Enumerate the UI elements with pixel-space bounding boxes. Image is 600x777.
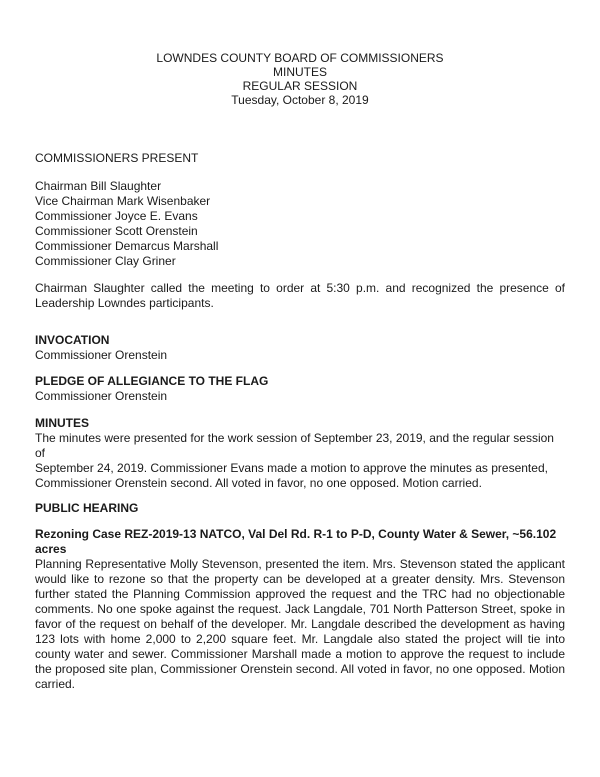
commissioner-item: Chairman Bill Slaughter <box>35 179 162 193</box>
header-date: Tuesday, October 8, 2019 <box>231 93 369 107</box>
header-doc-type: MINUTES <box>273 65 327 79</box>
rezoning-case-title: Rezoning Case REZ-2019-13 NATCO, Val Del Rd. R-1 to P-D, County Water & Sewer, ~56.102 acres <box>35 527 557 556</box>
commissioner-item: Commissioner Joyce E. Evans <box>35 209 198 223</box>
minutes-line: The minutes were presented for the work session of September 23, 2019, and the regular session of <box>35 431 554 460</box>
call-to-order-paragraph: Chairman Slaughter called the meeting to order at 5:30 p.m. and recognized the presence of Leadership Lowndes participants. <box>35 281 565 310</box>
pledge-heading: PLEDGE OF ALLEGIANCE TO THE FLAG <box>35 374 269 388</box>
commissioners-present-heading: COMMISSIONERS PRESENT <box>35 151 199 165</box>
pledge-section <box>35 374 565 404</box>
minutes-line: September 24, 2019. Commissioner Evans made a motion to approve the minutes as presented, <box>35 461 548 475</box>
invocation-section <box>35 333 565 363</box>
commissioner-item: Commissioner Demarcus Marshall <box>35 239 219 253</box>
header-org: LOWNDES COUNTY BOARD OF COMMISSIONERS <box>156 51 444 65</box>
header-session: REGULAR SESSION <box>242 79 358 93</box>
document-header <box>0 51 600 107</box>
public-hearing-heading: PUBLIC HEARING <box>35 501 139 515</box>
invocation-text: Commissioner Orenstein <box>35 348 168 362</box>
minutes-section <box>35 416 565 491</box>
rezoning-case-paragraph: Planning Representative Molly Stevenson, presented the item. Mrs. Stevenson stated the applicant would like to rezone so that the property can be developed at a greater density. Mrs. Stevenson further stated the Planning Commission approved the request and the TRC had no objectionable comments. No one spoke against the request. Jack Langdale, 701 North Patterson Street, spoke in favor of the request on behalf of the developer. Mr. Langdale described the development as having 123 lots with home 2,000 to 2,200 square feet. Mr. Langdale also stated the project will tie into county water and sewer. Commissioner Marshall made a motion to approve the request to include the proposed site plan, Commissioner Orenstein second. All voted in favor, no one opposed. Motion carried. <box>35 557 565 691</box>
minutes-heading: MINUTES <box>35 416 89 430</box>
commissioner-item: Commissioner Clay Griner <box>35 254 176 268</box>
commissioners-list <box>35 179 565 269</box>
pledge-text: Commissioner Orenstein <box>35 389 168 403</box>
invocation-heading: INVOCATION <box>35 333 110 347</box>
minutes-line: Commissioner Orenstein second. All voted in favor, no one opposed. Motion carried. <box>35 476 482 490</box>
commissioner-item: Vice Chairman Mark Wisenbaker <box>35 194 211 208</box>
commissioner-item: Commissioner Scott Orenstein <box>35 224 198 238</box>
